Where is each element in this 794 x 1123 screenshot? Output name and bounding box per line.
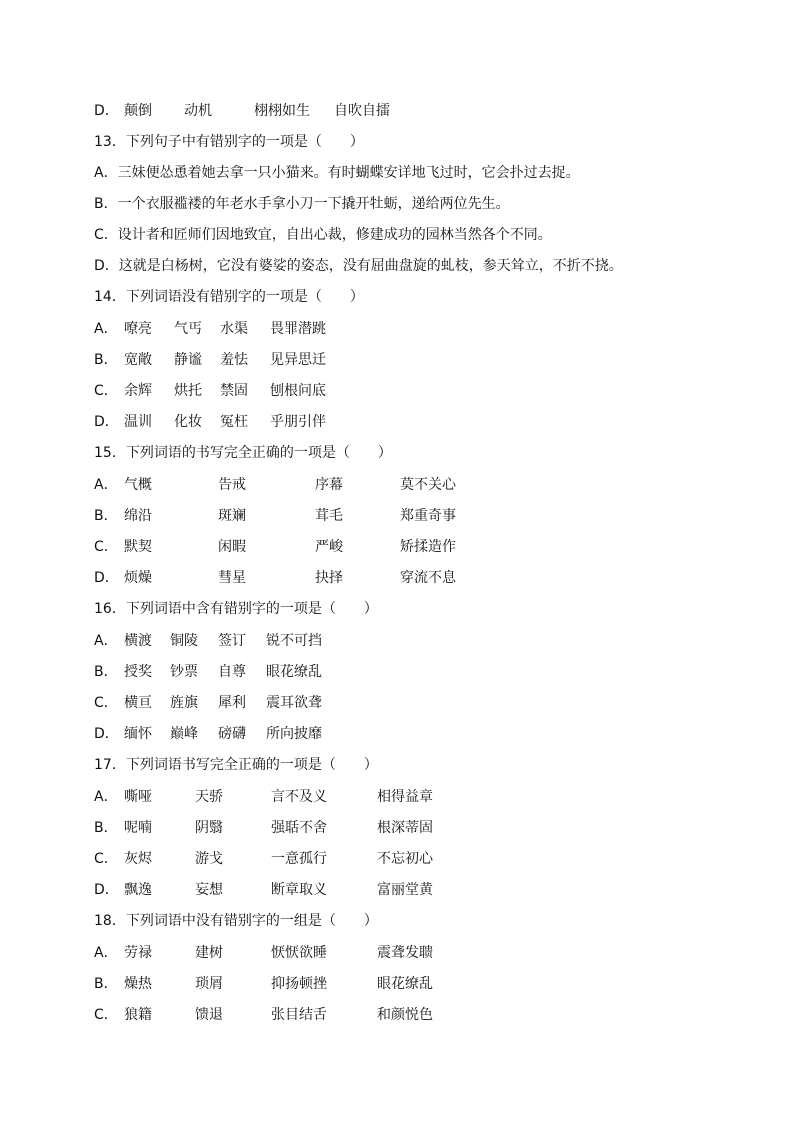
option-word: 矫揉造作 [400, 539, 456, 555]
option-row [94, 349, 594, 371]
option-word: 颠倒 [124, 103, 152, 119]
option-word: 燥热 [124, 976, 152, 992]
option-word: 见异思迁 [270, 352, 326, 368]
option-word: 劳禄 [124, 945, 152, 961]
option-row [94, 380, 594, 402]
option-word: 横渡 [124, 633, 152, 649]
option-word: 强聒不舍 [271, 820, 327, 836]
option-word: 畏罪潜跳 [270, 321, 326, 337]
option-word: 琐屑 [195, 976, 223, 992]
option-letter: B． [94, 976, 118, 992]
option-word: 烘托 [174, 383, 202, 399]
option-word: 羞怯 [220, 352, 248, 368]
option-row [94, 318, 594, 340]
option-word: 不忘初心 [377, 851, 433, 867]
option-row [94, 1004, 594, 1026]
option-word: 气概 [124, 477, 152, 493]
option-word: 抑扬顿挫 [271, 976, 327, 992]
option-word: 犀利 [218, 695, 246, 711]
option-letter: A． [94, 321, 118, 337]
question-stem: 14．下列词语没有错别字的一项是（ ） [94, 289, 364, 305]
option-row [94, 723, 594, 745]
option-letter: A． [94, 477, 118, 493]
option-sentence: D．这就是白杨树，它没有婆娑的姿态，没有屈曲盘旋的虬枝，参天耸立，不折不挠。 [94, 258, 623, 274]
option-word: 嘶哑 [124, 789, 152, 805]
option-word: 穿流不息 [400, 570, 456, 586]
option-word: 眼花缭乱 [266, 664, 322, 680]
option-letter: D． [94, 103, 119, 119]
option-word: 气丐 [174, 321, 202, 337]
option-word: 严峻 [315, 539, 343, 555]
option-word: 告戒 [218, 477, 246, 493]
option-letter: D． [94, 570, 119, 586]
option-word: 栩栩如生 [254, 103, 310, 119]
option-letter: B． [94, 508, 118, 524]
option-word: 签订 [218, 633, 246, 649]
option-word: 所向披靡 [266, 726, 322, 742]
option-word: 富丽堂黄 [377, 882, 433, 898]
option-word: 旌旗 [170, 695, 198, 711]
question-stem: 17．下列词语书写完全正确的一项是（ ） [94, 757, 378, 773]
option-sentence: C．设计者和匠师们因地致宜，自出心裁，修建成功的园林当然各个不同。 [94, 227, 552, 243]
option-letter: C． [94, 851, 118, 867]
option-word: 根深蒂固 [377, 820, 433, 836]
option-row [94, 973, 594, 995]
option-word: 动机 [184, 103, 212, 119]
option-word: 郑重奇事 [400, 508, 456, 524]
option-word: 磅礴 [218, 726, 246, 742]
option-word: 温训 [124, 414, 152, 430]
option-word: 禁固 [220, 383, 248, 399]
option-word: 张目结舌 [271, 1007, 327, 1023]
option-word: 锐不可挡 [266, 633, 322, 649]
option-word: 水渠 [220, 321, 248, 337]
option-word: 余辉 [124, 383, 152, 399]
option-word: 游戈 [195, 851, 223, 867]
question-stem: 18．下列词语中没有错别字的一组是（ ） [94, 913, 378, 929]
option-letter: B． [94, 352, 118, 368]
option-row [94, 630, 594, 652]
option-letter: D． [94, 726, 119, 742]
option-row [94, 692, 594, 714]
option-row [94, 411, 594, 433]
option-row [94, 536, 594, 558]
option-word: 馈退 [195, 1007, 223, 1023]
option-word: 绵沿 [124, 508, 152, 524]
option-word: 序幕 [315, 477, 343, 493]
option-word: 彗星 [218, 570, 246, 586]
option-word: 妄想 [195, 882, 223, 898]
option-letter: C． [94, 1007, 118, 1023]
option-word: 化妆 [174, 414, 202, 430]
option-letter: D． [94, 882, 119, 898]
option-word: 灰烬 [124, 851, 152, 867]
option-letter: A． [94, 789, 118, 805]
option-row [94, 661, 594, 683]
option-word: 相得益章 [377, 789, 433, 805]
option-word: 默契 [124, 539, 152, 555]
option-row [94, 848, 594, 870]
option-word: 自尊 [218, 664, 246, 680]
option-word: 飘逸 [124, 882, 152, 898]
option-row [94, 942, 594, 964]
option-word: 静谧 [174, 352, 202, 368]
option-word: 授奖 [124, 664, 152, 680]
option-letter: C． [94, 383, 118, 399]
option-word: 震耳欲聋 [266, 695, 322, 711]
option-word: 自吹自擂 [334, 103, 390, 119]
option-row [94, 567, 594, 589]
option-letter: A． [94, 633, 118, 649]
option-word: 斑斓 [218, 508, 246, 524]
option-word: 嘹亮 [124, 321, 152, 337]
option-word: 宽敞 [124, 352, 152, 368]
option-letter: B． [94, 664, 118, 680]
option-letter: C． [94, 695, 118, 711]
option-word: 冤枉 [220, 414, 248, 430]
option-word: 钞票 [170, 664, 198, 680]
option-letter: C． [94, 539, 118, 555]
option-word: 一意孤行 [271, 851, 327, 867]
option-word: 缅怀 [124, 726, 152, 742]
option-word: 呢喃 [124, 820, 152, 836]
option-word: 烦燥 [124, 570, 152, 586]
option-word: 狼籍 [124, 1007, 152, 1023]
option-row [94, 505, 594, 527]
option-row [94, 100, 594, 122]
option-word: 断章取义 [271, 882, 327, 898]
option-row [94, 474, 594, 496]
question-stem: 15．下列词语的书写完全正确的一项是（ ） [94, 445, 392, 461]
option-word: 恹恹欲睡 [271, 945, 327, 961]
option-word: 巅峰 [170, 726, 198, 742]
option-word: 眼花缭乱 [377, 976, 433, 992]
question-stem: 13．下列句子中有错别字的一项是（ ） [94, 134, 364, 150]
option-sentence: A．三妹便怂恿着她去拿一只小猫来。有时蝴蝶安详地飞过时，它会扑过去捉。 [94, 165, 580, 181]
option-word: 横亘 [124, 695, 152, 711]
option-letter: D． [94, 414, 119, 430]
option-word: 闲暇 [218, 539, 246, 555]
option-row [94, 879, 594, 901]
question-stem: 16．下列词语中含有错别字的一项是（ ） [94, 601, 378, 617]
option-word: 抉择 [315, 570, 343, 586]
option-word: 刨根问底 [270, 383, 326, 399]
option-word: 乎朋引伴 [270, 414, 326, 430]
option-sentence: B．一个衣服褴褛的年老水手拿小刀一下撬开牡蛎，递给两位先生。 [94, 196, 510, 212]
option-word: 和颜悦色 [377, 1007, 433, 1023]
option-word: 茸毛 [315, 508, 343, 524]
option-row [94, 817, 594, 839]
option-word: 震聋发聩 [377, 945, 433, 961]
option-word: 铜陵 [170, 633, 198, 649]
option-word: 阴翳 [195, 820, 223, 836]
option-word: 言不及义 [271, 789, 327, 805]
option-word: 天骄 [195, 789, 223, 805]
option-row [94, 786, 594, 808]
option-word: 莫不关心 [400, 477, 456, 493]
option-letter: B． [94, 820, 118, 836]
option-word: 建树 [195, 945, 223, 961]
option-letter: A． [94, 945, 118, 961]
